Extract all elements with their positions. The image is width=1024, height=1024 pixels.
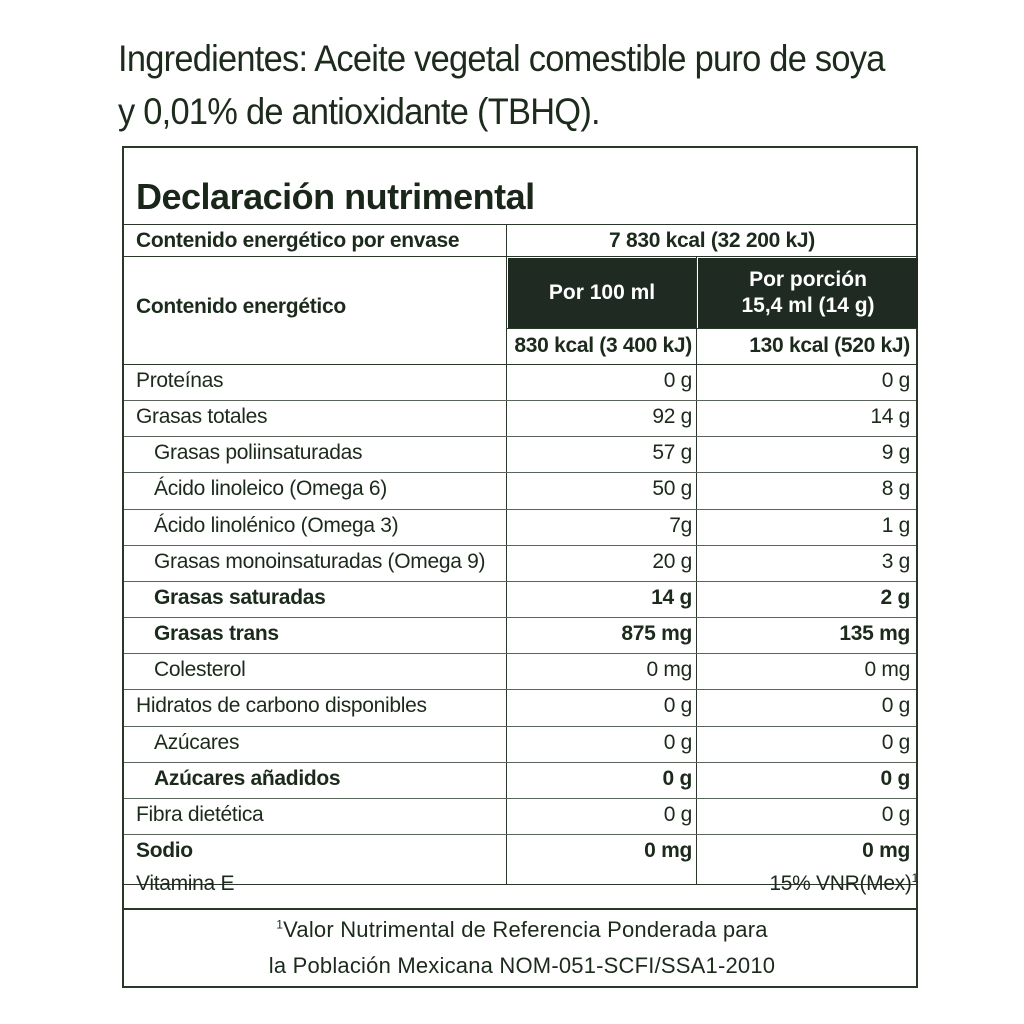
row-col2-value: 0 mg — [864, 658, 910, 682]
vitamin-label: Vitamina E — [136, 872, 235, 895]
ingredients-line-1: Ingredientes: Aceite vegetal comestible puro de soya — [118, 38, 885, 79]
row-col1-value: 0 mg — [646, 658, 692, 682]
row-col2-value: 0 g — [880, 766, 910, 790]
row-col1-value: 50 g — [652, 477, 692, 501]
row-col1-value: 0 mg — [644, 838, 692, 862]
row-divider — [124, 726, 916, 727]
footnote-line-1-text: Valor Nutrimental de Referencia Ponderada para — [283, 917, 768, 942]
row-divider — [124, 436, 916, 437]
row-col1-value: 14 g — [651, 585, 692, 609]
row-divider — [124, 581, 916, 582]
divider — [124, 364, 916, 365]
row-col1-value: 92 g — [652, 405, 692, 429]
row-col1-value: 0 g — [663, 369, 692, 392]
row-col2-value: 1 g — [881, 513, 910, 537]
footnote-sup: 1 — [276, 917, 284, 932]
row-divider — [124, 689, 916, 690]
row-label: Grasas totales — [136, 405, 268, 429]
divider — [506, 328, 916, 329]
row-col1-value: 0 g — [662, 766, 692, 790]
energy-per-package-value: 7 830 kcal (32 200 kJ) — [609, 229, 815, 252]
col1-header — [508, 258, 696, 328]
row-divider — [124, 472, 916, 473]
energy-col2-value: 130 kcal (520 kJ) — [749, 334, 910, 357]
row-divider — [124, 798, 916, 799]
col2-header-line-2: 15,4 ml (14 g) — [741, 294, 875, 317]
vitamin-value — [506, 872, 918, 896]
row-divider — [124, 762, 916, 763]
ingredients-line-2: y 0,01% de antioxidante (TBHQ). — [118, 91, 600, 132]
row-col2-value: 3 g — [881, 549, 910, 573]
row-divider — [124, 834, 916, 835]
panel-title: Declaración nutrimental — [136, 176, 535, 217]
row-divider — [124, 617, 916, 618]
row-label: Grasas monoinsaturadas (Omega 9) — [154, 549, 486, 573]
row-col2-value: 0 g — [881, 730, 910, 754]
row-col2-value: 0 g — [881, 694, 910, 718]
row-divider — [124, 509, 916, 510]
energy-col1-value: 830 kcal (3 400 kJ) — [514, 334, 692, 357]
row-label: Grasas poliinsaturadas — [154, 441, 363, 465]
row-label: Azúcares añadidos — [154, 766, 341, 790]
vitamin-sup: 1 — [911, 871, 918, 885]
row-col1-value: 57 g — [652, 441, 692, 465]
col1-header-text: Por 100 ml — [548, 281, 656, 304]
row-col2-value: 0 g — [881, 802, 910, 826]
divider — [124, 224, 916, 225]
row-divider — [124, 545, 916, 546]
col2-header — [698, 258, 918, 328]
row-col2-value: 135 mg — [839, 622, 910, 646]
energy-per-package-label: Contenido energético por envase — [136, 229, 460, 252]
footnote — [124, 912, 920, 984]
row-col1-value: 0 g — [663, 694, 692, 718]
row-col2-value: 2 g — [880, 585, 910, 609]
row-col1-value: 7g — [669, 513, 692, 537]
row-col1-value: 0 g — [663, 802, 692, 826]
row-label: Fibra dietética — [136, 802, 264, 826]
row-label: Grasas trans — [154, 622, 279, 646]
row-col2-value: 0 mg — [862, 838, 910, 862]
row-label: Ácido linoleico (Omega 6) — [154, 477, 387, 501]
row-col1-value: 875 mg — [621, 622, 692, 646]
row-label: Azúcares — [154, 730, 240, 754]
divider — [124, 256, 916, 257]
vitamin-value-text: 15% VNR(Mex) — [769, 872, 912, 895]
col2-header-line-1: Por porción — [749, 268, 867, 291]
row-col2-value: 0 g — [881, 369, 910, 392]
ingredients-text — [118, 32, 890, 138]
row-col1-value: 20 g — [652, 549, 692, 573]
row-col2-value: 14 g — [870, 405, 910, 429]
row-label: Ácido linolénico (Omega 3) — [154, 513, 399, 537]
nutrition-facts-panel — [122, 146, 918, 988]
row-label: Hidratos de carbono disponibles — [136, 694, 427, 718]
row-col1-value: 0 g — [663, 730, 692, 754]
row-divider — [124, 653, 916, 654]
divider — [124, 908, 916, 910]
row-col2-value: 9 g — [881, 441, 910, 465]
row-label: Colesterol — [154, 658, 246, 682]
energy-label: Contenido energético — [136, 295, 346, 318]
footnote-line-1 — [124, 912, 920, 948]
row-label: Proteínas — [136, 369, 224, 392]
row-label: Grasas saturadas — [154, 585, 326, 609]
row-divider — [124, 400, 916, 401]
row-col2-value: 8 g — [881, 477, 910, 501]
footnote-line-2: la Población Mexicana NOM-051-SCFI/SSA1-2010 — [268, 953, 776, 978]
row-label: Sodio — [136, 838, 193, 862]
